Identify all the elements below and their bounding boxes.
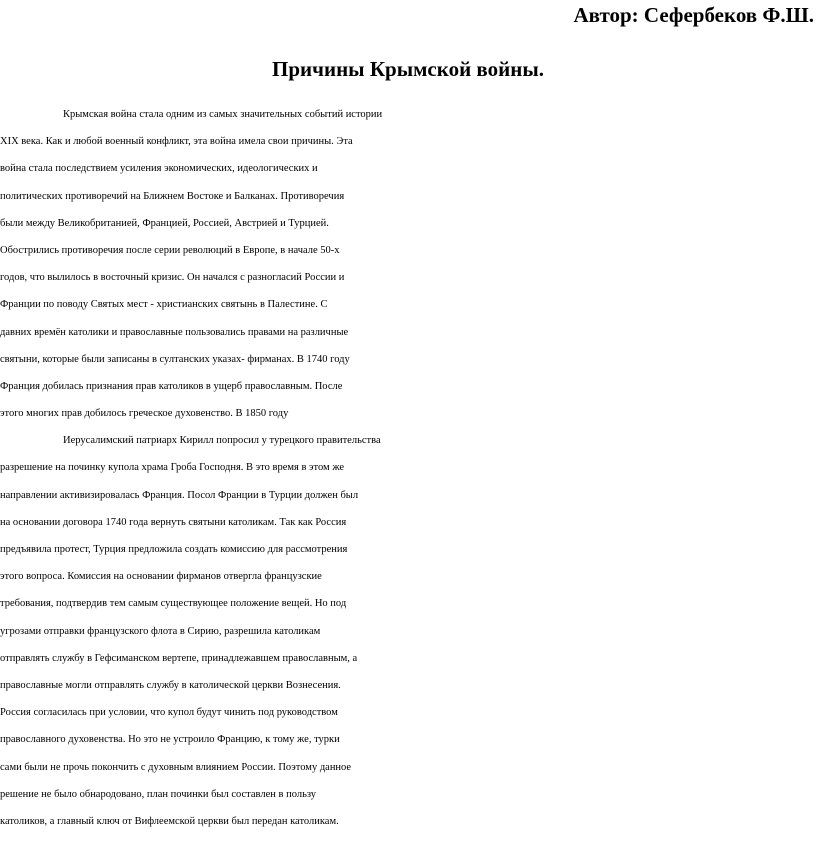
text-line: Россия согласилась при условии, что купол будут чинить под руководством bbox=[0, 707, 338, 719]
text-line: Франции по поводу Святых мест - христианских святынь в Палестине. С bbox=[0, 299, 328, 311]
text-line: требования, подтвердив тем самым существующее положение вещей. Но под bbox=[0, 598, 347, 610]
text-line: политических противоречий на Ближнем Востоке и Балканах. Противоречия bbox=[0, 190, 345, 202]
text-line: Обострились противоречия после серии революций в Европе, в начале 50-х bbox=[0, 244, 340, 256]
text-line: война стала последствием усиления экономических, идеологических и bbox=[0, 163, 318, 175]
text-line: решение не было обнародовано, план починки был составлен в пользу bbox=[0, 788, 317, 800]
text-line: на основании договора 1740 года вернуть святыни католикам. Так как Россия bbox=[0, 516, 347, 528]
text-line: годов, что вылилось в восточный кризис. Он начался с разногласий России и bbox=[0, 272, 345, 284]
text-line: православные могли отправлять службу в католической церкви Вознесения. bbox=[0, 679, 341, 691]
text-line: Крымская война стала одним из самых значительных событий истории bbox=[63, 109, 383, 120]
text-line: святыни, которые были записаны в султанских указах- фирманах. В 1740 году bbox=[0, 353, 350, 365]
text-line: разрешение на починку купола храма Гроба Господня. В это время в этом же bbox=[0, 462, 345, 474]
document-body bbox=[0, 101, 816, 835]
text-line: давних времён католики и православные пользовались правами на различные bbox=[0, 326, 349, 338]
text-line: направлении активизировалась Франция. Посол Франции в Турции должен был bbox=[0, 489, 359, 501]
text-line: этого вопроса. Комиссия на основании фирманов отвергла французские bbox=[0, 571, 322, 583]
text-line: сами были не прочь покончить с духовным влиянием России. Поэтому данное bbox=[0, 761, 352, 773]
text-line: отправлять службу в Гефсиманском вертепе, принадлежавшем православным, а bbox=[0, 652, 358, 664]
text-line: Франция добилась признания прав католиков в ущерб православным. После bbox=[0, 380, 343, 392]
text-line: Иерусалимский патриарх Кирилл попросил у турецкого правительства bbox=[63, 435, 381, 447]
text-line: предъявила протест, Турция предложила создать комиссию для рассмотрения bbox=[0, 544, 348, 555]
document-title: Причины Крымской войны. bbox=[272, 57, 544, 81]
text-line: православного духовенства. Но это не устроило Францию, к тому же, турки bbox=[0, 734, 340, 746]
text-line: XIX века. Как и любой военный конфликт, эта война имела свои причины. Эта bbox=[0, 136, 353, 148]
text-line: были между Великобританией, Францией, Россией, Австрией и Турцией. bbox=[0, 217, 329, 229]
author-line: Автор: Сефербеков Ф.Ш. bbox=[573, 3, 814, 27]
text-line: угрозами отправки французского флота в Сирию, разрешила католикам bbox=[0, 625, 321, 637]
text-line: этого многих прав добилось греческое духовенство. В 1850 году bbox=[0, 408, 289, 420]
text-line: католиков, а главный ключ от Вифлеемской церкви был передан католикам. bbox=[0, 815, 339, 827]
